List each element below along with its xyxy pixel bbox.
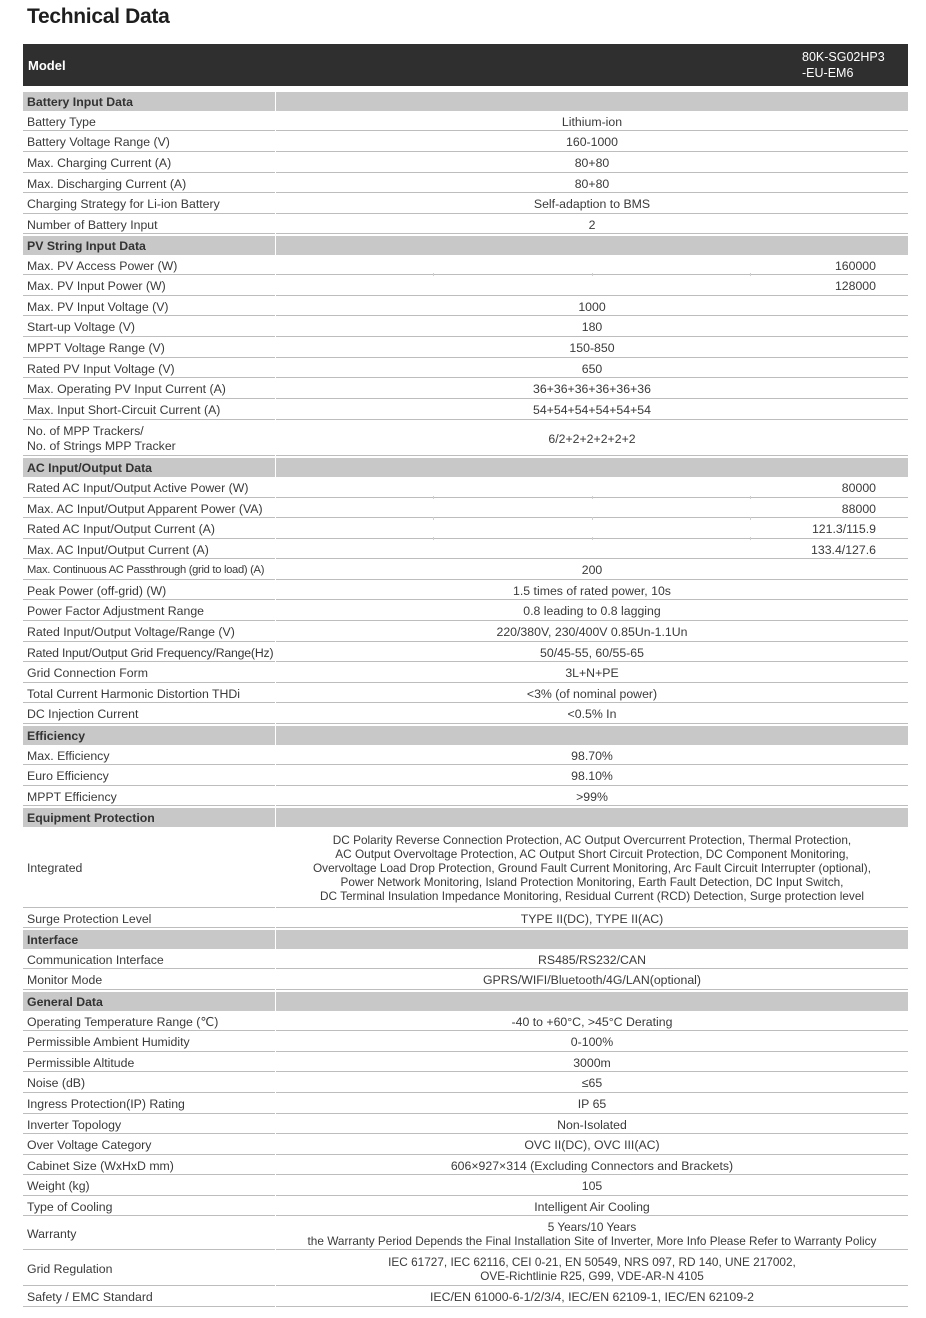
spec-row-rated-voltage-range <box>23 623 908 644</box>
spec-label <box>23 422 275 456</box>
spec-row-rated-pv-input-voltage <box>23 360 908 380</box>
spec-value: TYPE II(DC), TYPE II(AC) <box>276 910 908 928</box>
spec-label: Communication Interface <box>23 951 275 969</box>
integrated-line5: DC Terminal Insulation Impedance Monitoring, Residual Current (RCD) Detection, Surge protection level <box>320 889 864 903</box>
spec-row-noise <box>23 1074 908 1095</box>
spec-label: Rated AC Input/Output Current (A) <box>23 520 275 539</box>
spec-value: <0.5% In <box>276 705 908 724</box>
spec-label: DC Injection Current <box>23 705 275 724</box>
spec-label: Permissible Ambient Humidity <box>23 1033 275 1052</box>
section-value-bar <box>276 808 908 827</box>
spec-value: 2 <box>276 216 908 234</box>
spec-label-line1: No. of MPP Trackers/ <box>27 423 144 438</box>
spec-row-warranty <box>23 1218 908 1252</box>
integrated-line4: Power Network Monitoring, Island Protection Monitoring, Earth Fault Detection, DC Input Switch, <box>340 875 844 889</box>
spec-row-peak-power <box>23 582 908 602</box>
section-efficiency <box>23 726 908 747</box>
warranty-line2: the Warranty Period Depends the Final Installation Site of Inverter, More Info Please Refer to Warranty Policy <box>307 1233 877 1248</box>
spec-value: GPRS/WIFI/Bluetooth/4G/LAN(optional) <box>276 971 908 990</box>
spec-row-max-charging-current <box>23 154 908 175</box>
spec-row-safety-emc <box>23 1288 908 1309</box>
spec-row-max-pv-input-voltage <box>23 298 908 318</box>
column-tick <box>750 537 751 540</box>
spec-value: OVC II(DC), OVC III(AC) <box>276 1136 908 1155</box>
spec-value: 133.4/127.6 <box>276 541 908 559</box>
spec-label: Peak Power (off-grid) (W) <box>23 582 275 600</box>
spec-label: Noise (dB) <box>23 1074 275 1093</box>
integrated-line1: DC Polarity Reverse Connection Protection, AC Output Overcurrent Protection, Thermal Protection, <box>332 833 852 847</box>
column-tick <box>592 496 593 499</box>
spec-row-euro-efficiency <box>23 767 908 788</box>
spec-value: 105 <box>276 1177 908 1196</box>
spec-value: 50/45-55, 60/55-65 <box>276 644 908 662</box>
section-title: Battery Input Data <box>23 92 275 111</box>
spec-row-rated-ac-active-power <box>23 479 908 500</box>
spec-label: Ingress Protection(IP) Rating <box>23 1095 275 1114</box>
integrated-line2: AC Output Overvoltage Protection, AC Output Short Circuit Protection, DC Component Monitoring, <box>335 847 849 861</box>
section-title: General Data <box>23 992 275 1011</box>
spec-row-grid-regulation <box>23 1252 908 1288</box>
spec-row-rated-ac-current <box>23 520 908 541</box>
section-interface <box>23 930 908 951</box>
spec-value: >99% <box>276 788 908 806</box>
spec-row-max-continuous-passthrough <box>23 561 908 582</box>
spec-label: Max. Efficiency <box>23 747 275 765</box>
spec-row-communication-interface <box>23 951 908 971</box>
spec-value: 0.8 leading to 0.8 lagging <box>276 602 908 621</box>
spec-value: 54+54+54+54+54+54 <box>276 401 908 420</box>
spec-row-ambient-humidity <box>23 1033 908 1054</box>
spec-row-max-efficiency <box>23 747 908 767</box>
spec-label: Charging Strategy for Li-ion Battery <box>23 195 275 214</box>
spec-label: Cabinet Size (WxHxD mm) <box>23 1157 275 1175</box>
spec-label: Start-up Voltage (V) <box>23 318 275 337</box>
column-tick <box>433 496 434 499</box>
spec-value: <3% (of nominal power) <box>276 685 908 703</box>
spec-row-over-voltage-category <box>23 1136 908 1157</box>
spec-row-max-discharging-current <box>23 175 908 195</box>
spec-value: 98.10% <box>276 767 908 786</box>
spec-value: 3000m <box>276 1054 908 1072</box>
spec-label: Rated AC Input/Output Active Power (W) <box>23 479 275 498</box>
spec-label: MPPT Efficiency <box>23 788 275 806</box>
spec-value: 606×927×314 (Excluding Connectors and Brackets) <box>276 1157 908 1175</box>
spec-row-integrated <box>23 829 908 910</box>
spec-label: Over Voltage Category <box>23 1136 275 1155</box>
spec-value: 1.5 times of rated power, 10s <box>276 582 908 600</box>
column-tick <box>433 273 434 276</box>
spec-value <box>276 1252 908 1286</box>
spec-row-number-battery-input <box>23 216 908 236</box>
model-name-line1: 80K-SG02HP3 <box>802 50 885 64</box>
spec-row-surge-protection <box>23 910 908 930</box>
spec-value: RS485/RS232/CAN <box>276 951 908 969</box>
section-battery-input <box>23 92 908 113</box>
spec-label: Type of Cooling <box>23 1198 275 1216</box>
section-title: Efficiency <box>23 726 275 745</box>
spec-value: Self-adaption to BMS <box>276 195 908 214</box>
column-tick <box>750 517 751 520</box>
spec-row-weight <box>23 1177 908 1198</box>
section-title: AC Input/Output Data <box>23 458 275 477</box>
spec-label: Total Current Harmonic Distortion THDi <box>23 685 275 703</box>
model-label: Model <box>28 58 66 73</box>
section-title: PV String Input Data <box>23 236 275 255</box>
spec-row-mppt-efficiency <box>23 788 908 808</box>
spec-label: Max. Continuous AC Passthrough (grid to load) (A) <box>23 561 275 580</box>
spec-value: 121.3/115.9 <box>276 520 908 539</box>
spec-value: 0-100% <box>276 1033 908 1052</box>
spec-label: Battery Voltage Range (V) <box>23 133 275 152</box>
spec-value: 160-1000 <box>276 133 908 152</box>
spec-label: Euro Efficiency <box>23 767 275 786</box>
spec-label: Max. Input Short-Circuit Current (A) <box>23 401 275 420</box>
spec-row-charging-strategy <box>23 195 908 216</box>
spec-label: Max. Operating PV Input Current (A) <box>23 380 275 399</box>
spec-row-battery-voltage-range <box>23 133 908 154</box>
spec-row-inverter-topology <box>23 1116 908 1136</box>
spec-value: 80000 <box>276 479 908 498</box>
column-tick <box>750 273 751 276</box>
spec-label: Rated PV Input Voltage (V) <box>23 360 275 378</box>
spec-label: Max. Discharging Current (A) <box>23 175 275 193</box>
spec-value: 150-850 <box>276 339 908 358</box>
spec-value: 98.70% <box>276 747 908 765</box>
spec-row-max-ac-current <box>23 541 908 561</box>
spec-label: Max. PV Input Power (W) <box>23 277 275 296</box>
spec-value <box>276 829 908 908</box>
spec-value: ≤65 <box>276 1074 908 1093</box>
spec-row-max-pv-access-power <box>23 257 908 277</box>
page-title: Technical Data <box>27 5 170 28</box>
spec-value: 88000 <box>276 500 908 518</box>
spec-label: MPPT Voltage Range (V) <box>23 339 275 358</box>
spec-label: Surge Protection Level <box>23 910 275 928</box>
spec-label: Grid Regulation <box>23 1252 275 1286</box>
section-value-bar <box>276 992 908 1011</box>
column-tick <box>592 537 593 540</box>
column-tick <box>750 496 751 499</box>
spec-label: Max. AC Input/Output Current (A) <box>23 541 275 559</box>
spec-row-mpp-trackers <box>23 422 908 458</box>
column-tick <box>592 517 593 520</box>
spec-row-altitude <box>23 1054 908 1074</box>
spec-value: IEC/EN 61000-6-1/2/3/4, IEC/EN 62109-1, IEC/EN 62109-2 <box>276 1288 908 1307</box>
spec-value: 200 <box>276 561 908 580</box>
spec-row-battery-type <box>23 113 908 133</box>
spec-value: 160000 <box>276 257 908 275</box>
spec-value: Lithium-ion <box>276 113 908 131</box>
grid-regulation-line1: IEC 61727, IEC 62116, CEI 0-21, EN 50549, NRS 097, RD 140, UNE 217002, <box>388 1254 796 1269</box>
section-value-bar <box>276 458 908 477</box>
spec-value: Intelligent Air Cooling <box>276 1198 908 1216</box>
spec-row-rated-grid-frequency <box>23 644 908 664</box>
spec-row-monitor-mode <box>23 971 908 992</box>
grid-regulation-line2: OVE-Richtlinie R25, G99, VDE-AR-N 4105 <box>480 1268 704 1283</box>
spec-label: Number of Battery Input <box>23 216 275 234</box>
model-name <box>802 49 885 81</box>
spec-label: Integrated <box>23 829 275 908</box>
spec-row-power-factor <box>23 602 908 623</box>
section-value-bar <box>276 930 908 949</box>
spec-row-grid-connection-form <box>23 664 908 685</box>
section-title: Interface <box>23 930 275 949</box>
integrated-line3: Overvoltage Load Drop Protection, Ground Fault Current Monitoring, Arc Fault Circuit Interrupter (optional), <box>313 861 871 875</box>
spec-row-thdi <box>23 685 908 705</box>
spec-label: Power Factor Adjustment Range <box>23 602 275 621</box>
spec-label: Grid Connection Form <box>23 664 275 683</box>
spec-value: 80+80 <box>276 154 908 173</box>
spec-value: 1000 <box>276 298 908 316</box>
spec-value: 180 <box>276 318 908 337</box>
spec-label: Max. AC Input/Output Apparent Power (VA) <box>23 500 275 518</box>
section-general-data <box>23 992 908 1013</box>
section-value-bar <box>276 236 908 255</box>
spec-row-startup-voltage <box>23 318 908 339</box>
spec-row-max-input-short-circuit <box>23 401 908 422</box>
spec-row-max-operating-pv-current <box>23 380 908 401</box>
spec-value: -40 to +60°C, >45°C Derating <box>276 1013 908 1031</box>
section-title: Equipment Protection <box>23 808 275 827</box>
spec-row-cabinet-size <box>23 1157 908 1177</box>
spec-value: 650 <box>276 360 908 378</box>
spec-label: Max. PV Input Voltage (V) <box>23 298 275 316</box>
spec-row-cooling <box>23 1198 908 1218</box>
spec-label: Inverter Topology <box>23 1116 275 1134</box>
spec-value: 80+80 <box>276 175 908 193</box>
spec-value: 36+36+36+36+36+36 <box>276 380 908 399</box>
spec-row-mppt-voltage-range <box>23 339 908 360</box>
spec-value: 3L+N+PE <box>276 664 908 683</box>
model-header <box>23 44 908 86</box>
warranty-line1: 5 Years/10 Years <box>547 1219 637 1234</box>
spec-label: Rated Input/Output Voltage/Range (V) <box>23 623 275 642</box>
spec-label: Max. Charging Current (A) <box>23 154 275 173</box>
spec-value: 128000 <box>276 277 908 296</box>
spec-label: Max. PV Access Power (W) <box>23 257 275 275</box>
section-value-bar <box>276 92 908 111</box>
model-name-line2: -EU-EM6 <box>802 66 854 80</box>
column-tick <box>433 517 434 520</box>
spec-row-dc-injection <box>23 705 908 726</box>
spec-label: Operating Temperature Range (℃) <box>23 1013 275 1031</box>
spec-label: Monitor Mode <box>23 971 275 990</box>
spec-label: Permissible Altitude <box>23 1054 275 1072</box>
spec-value: 6/2+2+2+2+2+2 <box>276 422 908 456</box>
spec-row-operating-temperature <box>23 1013 908 1033</box>
column-tick <box>433 537 434 540</box>
spec-value: IP 65 <box>276 1095 908 1114</box>
spec-value: 220/380V, 230/400V 0.85Un-1.1Un <box>276 623 908 642</box>
spec-row-ip-rating <box>23 1095 908 1116</box>
section-pv-string-input <box>23 236 908 257</box>
column-tick <box>592 273 593 276</box>
spec-label-line2: No. of Strings MPP Tracker <box>27 438 176 453</box>
spec-label: Rated Input/Output Grid Frequency/Range(Hz) <box>23 644 275 662</box>
spec-label: Safety / EMC Standard <box>23 1288 275 1307</box>
section-ac-input-output <box>23 458 908 479</box>
spec-label: Weight (kg) <box>23 1177 275 1196</box>
spec-row-max-pv-input-power <box>23 277 908 298</box>
section-value-bar <box>276 726 908 745</box>
spec-label: Battery Type <box>23 113 275 131</box>
section-equipment-protection <box>23 808 908 829</box>
spec-value <box>276 1218 908 1250</box>
spec-row-max-ac-apparent-power <box>23 500 908 520</box>
spec-value: Non-Isolated <box>276 1116 908 1134</box>
spec-label: Warranty <box>23 1218 275 1250</box>
